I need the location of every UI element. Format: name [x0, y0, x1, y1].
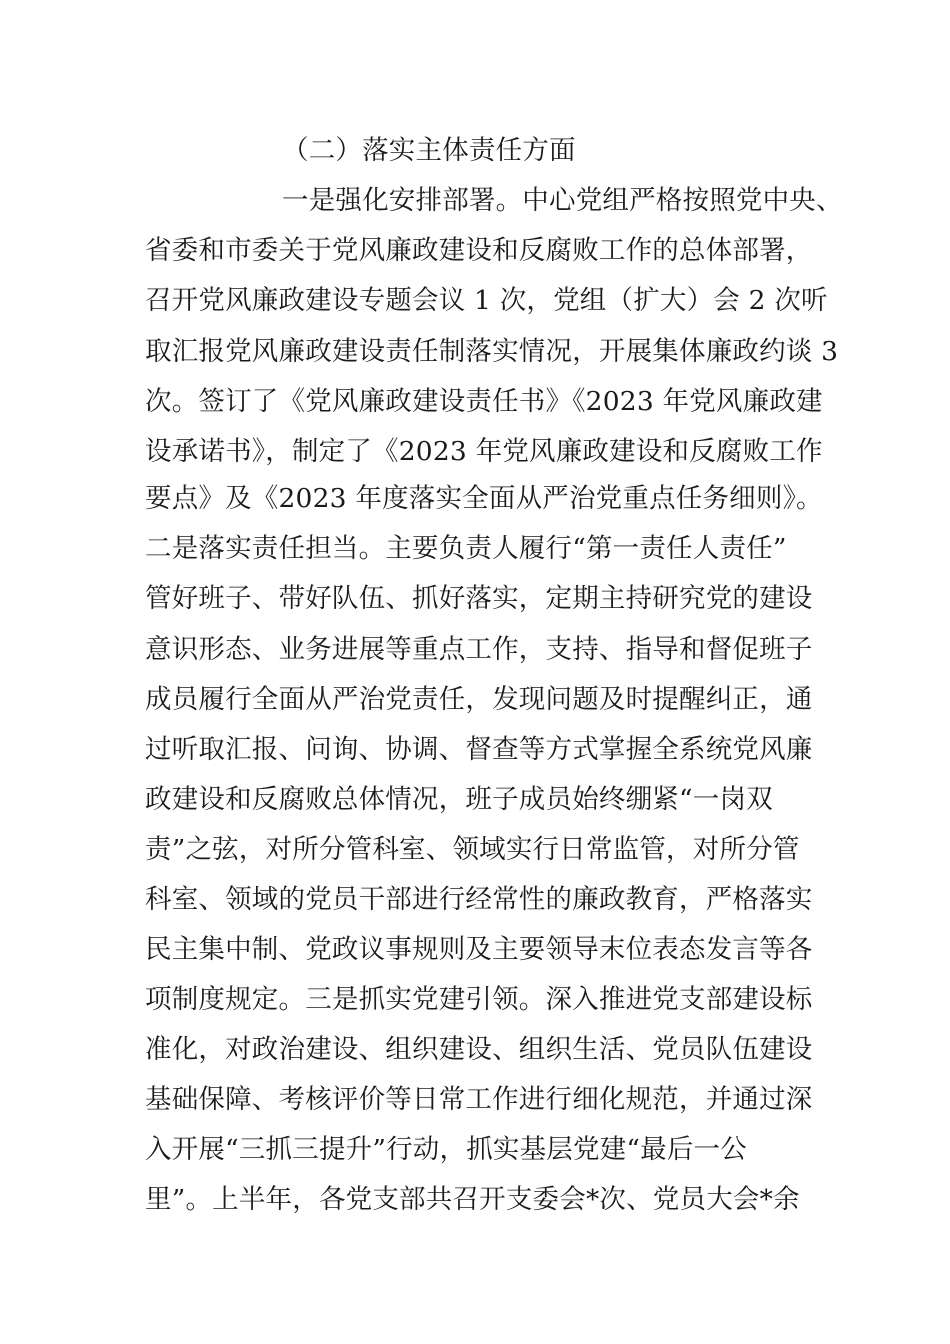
paragraph-line: 责”之弦，对所分管科室、领域实行日常监管，对所分管 [145, 834, 800, 865]
paragraph-line: 成员履行全面从严治党责任，发现问题及时提醒纠正，通 [145, 684, 813, 715]
paragraph-line: 一是强化安排部署。中心党组严格按照党中央、 [282, 185, 843, 216]
section-heading: （二）落实主体责任方面 [282, 135, 576, 166]
paragraph-line: 政建设和反腐败总体情况，班子成员始终绷紧“一岗双 [145, 784, 773, 815]
paragraph-line: 基础保障、考核评价等日常工作进行细化规范，并通过深 [145, 1084, 813, 1115]
paragraph-line: 项制度规定。三是抓实党建引领。深入推进党支部建设标 [145, 984, 813, 1015]
paragraph-line: 省委和市委关于党风廉政建设和反腐败工作的总体部署， [145, 235, 813, 266]
paragraph-line: 设承诺书》，制定了《2023 年党风廉政建设和反腐败工作 [145, 436, 823, 467]
paragraph-line: 科室、领域的党员干部进行经常性的廉政教育，严格落实 [145, 884, 813, 915]
paragraph-line: 意识形态、业务进展等重点工作，支持、指导和督促班子 [145, 634, 813, 665]
paragraph-line: 取汇报党风廉政建设责任制落实情况，开展集体廉政约谈 3 [145, 336, 839, 367]
paragraph-line: 召开党风廉政建设专题会议 1 次，党组（扩大）会 2 次听 [145, 285, 828, 316]
paragraph-line: 要点》及《2023 年度落实全面从严治党重点任务细则》。 [145, 483, 823, 514]
paragraph-line: 二是落实责任担当。主要负责人履行“第一责任人责任” [145, 533, 787, 564]
paragraph-line: 民主集中制、党政议事规则及主要领导末位表态发言等各 [145, 934, 813, 965]
paragraph-line: 过听取汇报、问询、协调、督查等方式掌握全系统党风廉 [145, 734, 813, 765]
paragraph-line: 入开展“三抓三提升”行动，抓实基层党建“最后一公 [145, 1134, 747, 1165]
paragraph-line: 里”。上半年，各党支部共召开支委会*次、党员大会*余 [145, 1184, 800, 1215]
paragraph-line: 管好班子、带好队伍、抓好落实，定期主持研究党的建设 [145, 583, 813, 614]
paragraph-line: 准化，对政治建设、组织建设、组织生活、党员队伍建设 [145, 1034, 813, 1065]
paragraph-line: 次。签订了《党风廉政建设责任书》《2023 年党风廉政建 [145, 386, 823, 417]
